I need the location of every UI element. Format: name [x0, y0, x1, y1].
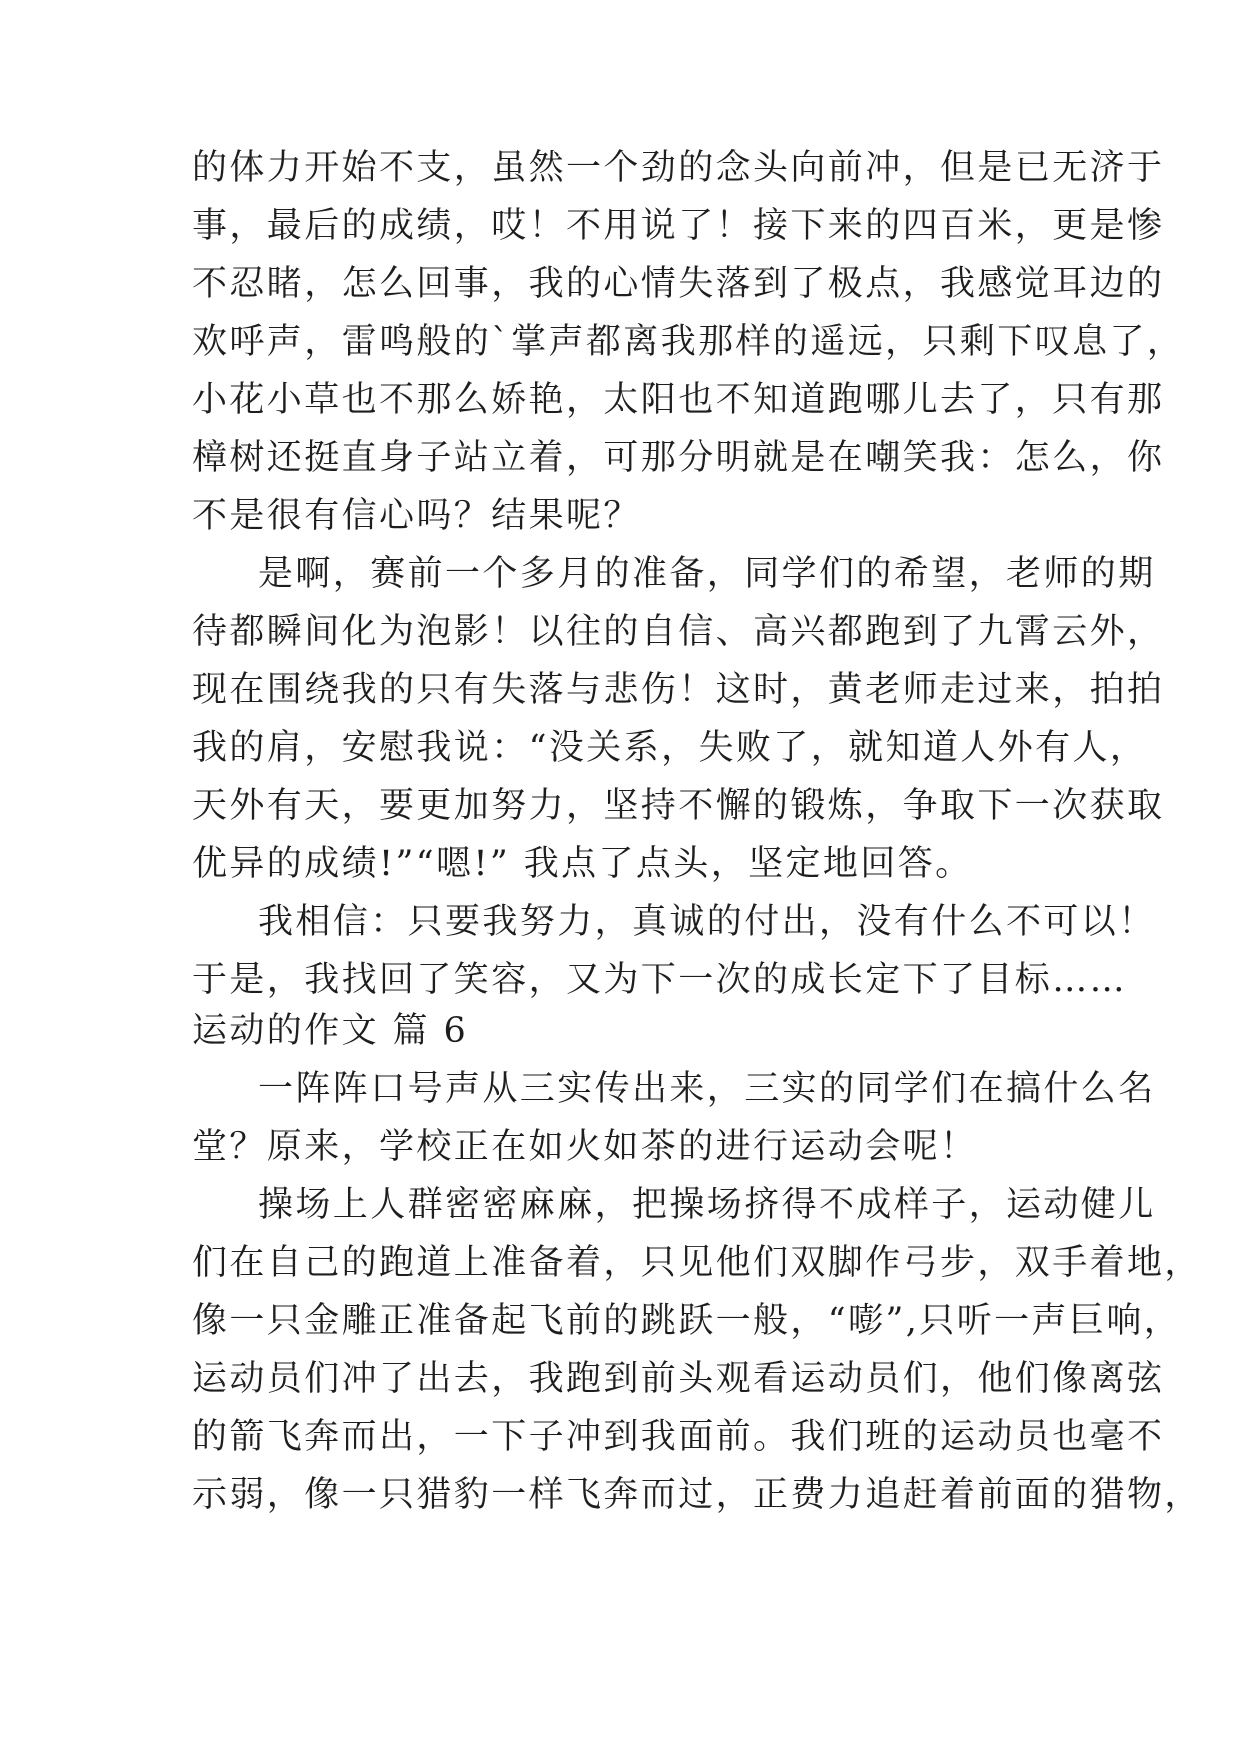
text-line: 我的肩，安慰我说：“没关系，失败了，就知道人外有人，: [192, 728, 1148, 768]
text-line: 现在围绕我的只有失落与悲伤！这时，黄老师走过来，拍拍: [192, 670, 1165, 710]
text-line: 堂？原来，学校正在如火如茶的进行运动会呢！: [192, 1127, 978, 1167]
section-heading: 运动的作文 篇 6: [192, 1011, 469, 1051]
text-line: 待都瞬间化为泡影！以往的自信、高兴都跑到了九霄云外，: [192, 612, 1165, 652]
text-line: 运动员们冲了出去，我跑到前头观看运动员们，他们像离弦: [192, 1359, 1165, 1399]
text-line: 不是很有信心吗？结果呢？: [192, 496, 641, 536]
text-line: 示弱，像一只猎豹一样飞奔而过，正费力追赶着前面的猎物，: [192, 1475, 1202, 1515]
text-line: 的箭飞奔而出，一下子冲到我面前。我们班的运动员也毫不: [192, 1417, 1165, 1457]
paragraph-first-line: 一阵阵口号声从三实传出来，三实的同学们在搞什么名: [258, 1069, 1156, 1109]
paragraph-first-line: 是啊，赛前一个多月的准备，同学们的希望，老师的期: [258, 554, 1156, 594]
text-line: 们在自己的跑道上准备着，只见他们双脚作弓步，双手着地，: [192, 1243, 1202, 1283]
text-line: 不忍睹，怎么回事，我的心情失落到了极点，我感觉耳边的: [192, 264, 1165, 304]
text-line: 樟树还挺直身子站立着，可那分明就是在嘲笑我：怎么，你: [192, 438, 1165, 478]
text-line: 小花小草也不那么娇艳，太阳也不知道跑哪儿去了，只有那: [192, 380, 1165, 420]
paragraph-first-line: 我相信：只要我努力，真诚的付出，没有什么不可以！: [258, 902, 1156, 942]
text-line: 优异的成绩!”“嗯!” 我点了点头，坚定地回答。: [192, 844, 973, 884]
text-line: 的体力开始不支，虽然一个劲的念头向前冲，但是已无济于: [192, 148, 1165, 188]
text-line: 像一只金雕正准备起飞前的跳跃一般，“嘭”,只听一声巨响，: [192, 1301, 1182, 1341]
text-line: 事，最后的成绩，哎！不用说了！接下来的四百米，更是惨: [192, 206, 1165, 246]
paragraph-first-line: 操场上人群密密麻麻，把操场挤得不成样子，运动健儿: [258, 1185, 1156, 1225]
text-line: 天外有天，要更加努力，坚持不懈的锻炼，争取下一次获取: [192, 786, 1165, 826]
text-line: 欢呼声，雷鸣般的`掌声都离我那样的遥远，只剩下叹息了，: [192, 322, 1185, 362]
text-line: 于是，我找回了笑容，又为下一次的成长定下了目标……: [192, 960, 1128, 1000]
